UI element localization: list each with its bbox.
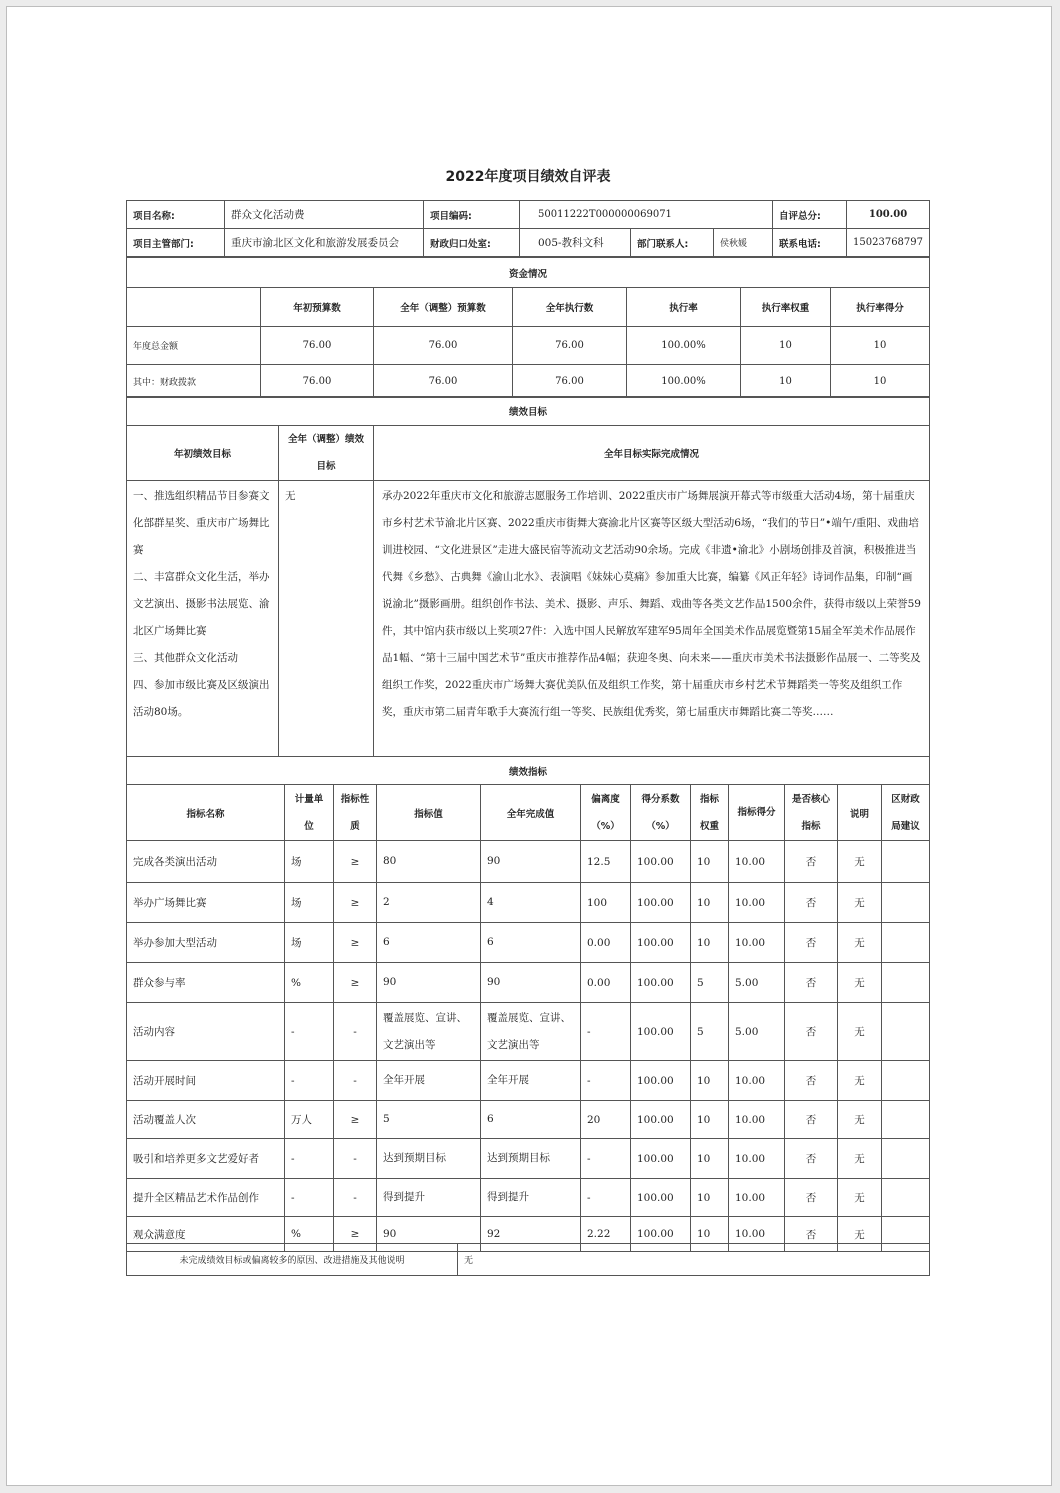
funds-header: 全年执行数: [513, 288, 627, 327]
indicator-row: [127, 1003, 930, 1061]
indicator-cell: 0.00: [581, 923, 631, 963]
indicator-cell: 5: [691, 963, 729, 1003]
indicator-cell: 场: [285, 841, 334, 883]
indicator-cell: 达到预期目标: [377, 1139, 481, 1179]
indicator-cell: 10: [691, 923, 729, 963]
indicator-name: 举办广场舞比赛: [127, 883, 285, 923]
score-label: 自评总分:: [773, 201, 847, 229]
indicator-row: [127, 923, 930, 963]
indicator-cell: -: [334, 1139, 377, 1179]
indicator-row: [127, 841, 930, 883]
goals-col-actual: 全年目标实际完成情况: [374, 426, 930, 481]
funds-cell: 76.00: [374, 327, 513, 365]
funds-header: 执行率: [627, 288, 741, 327]
project-info-table: [126, 200, 930, 257]
indicator-cell: -: [581, 1003, 631, 1061]
goals-section-title: 绩效目标: [127, 397, 930, 426]
funds-cell: 100.00%: [627, 327, 741, 365]
indicator-cell: ≥: [334, 923, 377, 963]
page-title: 2022年度项目绩效自评表: [445, 169, 611, 185]
goals-col-adjusted: 全年（调整）绩效目标: [279, 426, 374, 481]
indicator-cell: ≥: [334, 963, 377, 1003]
indicator-row: [127, 1139, 930, 1179]
indicator-cell: -: [334, 1003, 377, 1061]
funds-header: 年初预算数: [261, 288, 374, 327]
finance-label: 财政归口处室:: [424, 229, 520, 257]
indicator-cell: 10.00: [729, 923, 785, 963]
indicator-cell: -: [285, 1179, 334, 1217]
goals-col-initial: 年初绩效目标: [127, 426, 279, 481]
indicator-cell: 80: [377, 841, 481, 883]
indicator-cell: 100: [581, 883, 631, 923]
indicator-cell: ≥: [334, 883, 377, 923]
indicator-cell: 5: [377, 1101, 481, 1139]
indicator-cell: ≥: [334, 841, 377, 883]
indicator-cell: 100.00: [631, 1179, 691, 1217]
indicator-cell: 否: [785, 963, 838, 1003]
indicator-name: 观众满意度: [127, 1217, 285, 1252]
indicator-cell: 10: [691, 1179, 729, 1217]
indicator-cell: 90: [481, 841, 581, 883]
indicators-header-row: [127, 785, 930, 841]
indicator-cell: -: [581, 1139, 631, 1179]
dept-value: 重庆市渝北区文化和旅游发展委员会: [225, 229, 424, 257]
indicators-header: 计量单位: [285, 785, 334, 841]
indicators-header: 是否核心指标: [785, 785, 838, 841]
indicator-row: [127, 1101, 930, 1139]
indicator-cell: 场: [285, 883, 334, 923]
indicator-cell: 全年开展: [377, 1061, 481, 1101]
indicator-cell: 100.00: [631, 963, 691, 1003]
indicator-name: 提升全区精品艺术作品创作: [127, 1179, 285, 1217]
indicators-section-title: 绩效指标: [127, 757, 930, 785]
indicator-cell: [882, 1061, 930, 1101]
indicator-cell: ≥: [334, 1101, 377, 1139]
project-code-value: 50011222T000000069071: [520, 201, 773, 229]
indicator-cell: 无: [838, 1003, 882, 1061]
finance-value: 005-教科文科: [520, 229, 631, 257]
indicator-cell: 得到提升: [377, 1179, 481, 1217]
indicator-cell: 否: [785, 923, 838, 963]
indicator-cell: 无: [838, 1101, 882, 1139]
indicator-cell: 覆盖展览、宣讲、文艺演出等: [481, 1003, 581, 1061]
indicator-cell: [882, 1139, 930, 1179]
indicator-cell: [882, 883, 930, 923]
indicator-cell: 5.00: [729, 963, 785, 1003]
indicators-header: 说明: [838, 785, 882, 841]
indicator-cell: 6: [481, 1101, 581, 1139]
phone-value: 15023768797: [847, 229, 930, 257]
indicators-header: 区财政局建议: [882, 785, 930, 841]
indicator-cell: -: [581, 1061, 631, 1101]
funds-cell: 10: [831, 365, 930, 398]
indicator-cell: -: [581, 1179, 631, 1217]
indicator-cell: 否: [785, 1139, 838, 1179]
indicator-cell: 无: [838, 923, 882, 963]
indicator-cell: 10: [691, 1139, 729, 1179]
indicator-cell: 否: [785, 1061, 838, 1101]
indicator-cell: [882, 1003, 930, 1061]
funds-header-empty: [127, 288, 261, 327]
indicators-header: 偏离度（%）: [581, 785, 631, 841]
project-name-label: 项目名称:: [127, 201, 225, 229]
indicator-cell: 否: [785, 1101, 838, 1139]
indicator-cell: 20: [581, 1101, 631, 1139]
project-code-label: 项目编码:: [424, 201, 520, 229]
goals-table: [126, 396, 930, 757]
funds-row: [127, 365, 930, 398]
indicator-cell: 90: [481, 963, 581, 1003]
indicator-cell: %: [285, 963, 334, 1003]
indicator-cell: 万人: [285, 1101, 334, 1139]
indicator-cell: 100.00: [631, 1101, 691, 1139]
indicator-cell: 5.00: [729, 1003, 785, 1061]
funds-header: 执行率权重: [741, 288, 831, 327]
funds-header: 执行率得分: [831, 288, 930, 327]
indicator-cell: 全年开展: [481, 1061, 581, 1101]
indicator-cell: ≥: [334, 1217, 377, 1252]
indicator-cell: 4: [481, 883, 581, 923]
indicator-cell: -: [285, 1003, 334, 1061]
indicators-header: 指标性质: [334, 785, 377, 841]
indicator-cell: 90: [377, 963, 481, 1003]
indicator-row: [127, 1061, 930, 1101]
indicator-cell: [882, 1101, 930, 1139]
indicator-cell: 无: [838, 1179, 882, 1217]
indicator-name: 完成各类演出活动: [127, 841, 285, 883]
indicator-cell: 10: [691, 1101, 729, 1139]
contact-label: 部门联系人:: [631, 229, 714, 257]
indicators-header: 全年完成值: [481, 785, 581, 841]
indicator-cell: 否: [785, 841, 838, 883]
indicator-cell: 10.00: [729, 841, 785, 883]
funds-section-title: 资金情况: [127, 258, 930, 288]
funds-table: [126, 257, 930, 398]
indicator-name: 活动开展时间: [127, 1061, 285, 1101]
indicator-cell: 10: [691, 841, 729, 883]
indicators-table: [126, 756, 930, 1252]
indicator-cell: 否: [785, 1003, 838, 1061]
indicator-cell: 100.00: [631, 1139, 691, 1179]
funds-cell: 76.00: [513, 365, 627, 398]
indicator-cell: [882, 963, 930, 1003]
indicator-cell: -: [334, 1061, 377, 1101]
indicator-cell: 10.00: [729, 1061, 785, 1101]
indicator-cell: 10.00: [729, 1217, 785, 1252]
indicator-cell: 覆盖展览、宣讲、文艺演出等: [377, 1003, 481, 1061]
indicators-header: 指标得分: [729, 785, 785, 841]
indicator-row: [127, 883, 930, 923]
indicators-header: 指标权重: [691, 785, 729, 841]
funds-row-label: 其中：财政拨款: [127, 365, 261, 398]
indicator-cell: 达到预期目标: [481, 1139, 581, 1179]
funds-cell: 76.00: [261, 365, 374, 398]
dept-label: 项目主管部门:: [127, 229, 225, 257]
indicators-header: 得分系数（%）: [631, 785, 691, 841]
indicator-cell: 2: [377, 883, 481, 923]
indicator-cell: 10.00: [729, 883, 785, 923]
goals-initial-text: 一、推选组织精品节目参赛文化部群星奖、重庆市广场舞比赛 二、丰富群众文化生活，举办文艺演出、摄影书法展览、渝北区广场舞比赛 三、其他群众文化活动 四、参加市级比赛及区级演出活动80场。: [127, 481, 279, 757]
indicator-cell: 100.00: [631, 1061, 691, 1101]
funds-cell: 10: [741, 327, 831, 365]
indicator-cell: 10.00: [729, 1139, 785, 1179]
indicator-cell: [882, 923, 930, 963]
indicator-cell: 否: [785, 883, 838, 923]
indicator-cell: 无: [838, 1061, 882, 1101]
indicator-name: 举办参加大型活动: [127, 923, 285, 963]
notes-value: 无: [458, 1244, 930, 1276]
indicator-cell: 否: [785, 1179, 838, 1217]
project-name-value: 群众文化活动费: [225, 201, 424, 229]
funds-cell: 10: [831, 327, 930, 365]
indicators-header: 指标值: [377, 785, 481, 841]
indicators-header: 指标名称: [127, 785, 285, 841]
funds-cell: 76.00: [261, 327, 374, 365]
indicator-cell: 否: [785, 1217, 838, 1252]
indicator-row: [127, 963, 930, 1003]
indicator-cell: 90: [377, 1217, 481, 1252]
indicator-cell: 100.00: [631, 923, 691, 963]
indicator-name: 活动覆盖人次: [127, 1101, 285, 1139]
funds-row: [127, 327, 930, 365]
indicator-cell: -: [285, 1061, 334, 1101]
indicator-cell: 场: [285, 923, 334, 963]
indicator-cell: -: [334, 1179, 377, 1217]
indicator-cell: 10.00: [729, 1101, 785, 1139]
indicator-name: 活动内容: [127, 1003, 285, 1061]
indicator-cell: 5: [691, 1003, 729, 1061]
indicator-cell: 得到提升: [481, 1179, 581, 1217]
funds-cell: 10: [741, 365, 831, 398]
funds-cell: 76.00: [513, 327, 627, 365]
indicator-cell: 0.00: [581, 963, 631, 1003]
indicator-cell: 92: [481, 1217, 581, 1252]
goals-adjusted-text: 无: [279, 481, 374, 757]
indicator-name: 群众参与率: [127, 963, 285, 1003]
indicator-cell: 10: [691, 1061, 729, 1101]
notes-table: [126, 1243, 930, 1276]
funds-cell: 76.00: [374, 365, 513, 398]
indicator-cell: 100.00: [631, 841, 691, 883]
indicator-row: [127, 1179, 930, 1217]
indicator-cell: 无: [838, 963, 882, 1003]
indicator-cell: 10: [691, 883, 729, 923]
contact-value: 侯秋媛: [714, 229, 773, 257]
score-value: 100.00: [847, 201, 930, 229]
indicator-cell: 10.00: [729, 1179, 785, 1217]
indicator-cell: %: [285, 1217, 334, 1252]
indicator-cell: 100.00: [631, 1003, 691, 1061]
goals-actual-text: 承办2022年重庆市文化和旅游志愿服务工作培训、2022重庆市广场舞展演开幕式等市级重大活动4场，第十届重庆市乡村艺术节渝北片区赛、2022重庆市街舞大赛渝北片区赛等区级大型活动6场，“我们的节日”•端午/重阳、戏曲培训进校园、“文化进景区”走进大盛民宿等流动文艺活动90余场。完成《非遗•渝北》小剧场创排及首演，积极推进当代舞《乡愁》、古典舞《渝山北水》、表演唱《妹妹心莫痛》参加重大比赛，编纂《风正年轻》诗词作品集，印制“画说渝北”摄影画册。组织创作书法、美术、摄影、声乐、舞蹈、戏曲等各类文艺作品1500余件，获得市级以上荣誉59件，其中馆内获市级以上奖项27件：入选中国人民解放军建军95周年全国美术作品展览暨第15届全军美术作品展作品1幅、“第十三届中国艺术节”重庆市推荐作品4幅；获迎冬奥、向未来——重庆市美术书法摄影作品展一、二等奖及组织工作奖，2022重庆市广场舞大赛优美队伍及组织工作奖，第十届重庆市乡村艺术节舞蹈类一等奖及组织工作奖，重庆市第二届青年歌手大赛流行组一等奖、民族组优秀奖，第七届重庆市舞蹈比赛二等奖……: [374, 481, 930, 757]
indicator-cell: 100.00: [631, 883, 691, 923]
indicator-cell: 12.5: [581, 841, 631, 883]
funds-cell: 100.00%: [627, 365, 741, 398]
indicator-cell: 6: [377, 923, 481, 963]
notes-label: 未完成绩效目标或偏离较多的原因、改进措施及其他说明: [127, 1244, 458, 1276]
indicator-cell: 10: [691, 1217, 729, 1252]
indicator-cell: 2.22: [581, 1217, 631, 1252]
funds-header: 全年（调整）预算数: [374, 288, 513, 327]
funds-row-label: 年度总金额: [127, 327, 261, 365]
indicator-cell: [882, 841, 930, 883]
indicator-cell: 6: [481, 923, 581, 963]
indicator-cell: 无: [838, 841, 882, 883]
indicator-cell: -: [285, 1139, 334, 1179]
indicator-cell: 无: [838, 1217, 882, 1252]
indicator-cell: 100.00: [631, 1217, 691, 1252]
indicator-cell: [882, 1179, 930, 1217]
phone-label: 联系电话:: [773, 229, 847, 257]
indicator-cell: 无: [838, 1139, 882, 1179]
indicator-name: 吸引和培养更多文艺爱好者: [127, 1139, 285, 1179]
indicator-cell: 无: [838, 883, 882, 923]
